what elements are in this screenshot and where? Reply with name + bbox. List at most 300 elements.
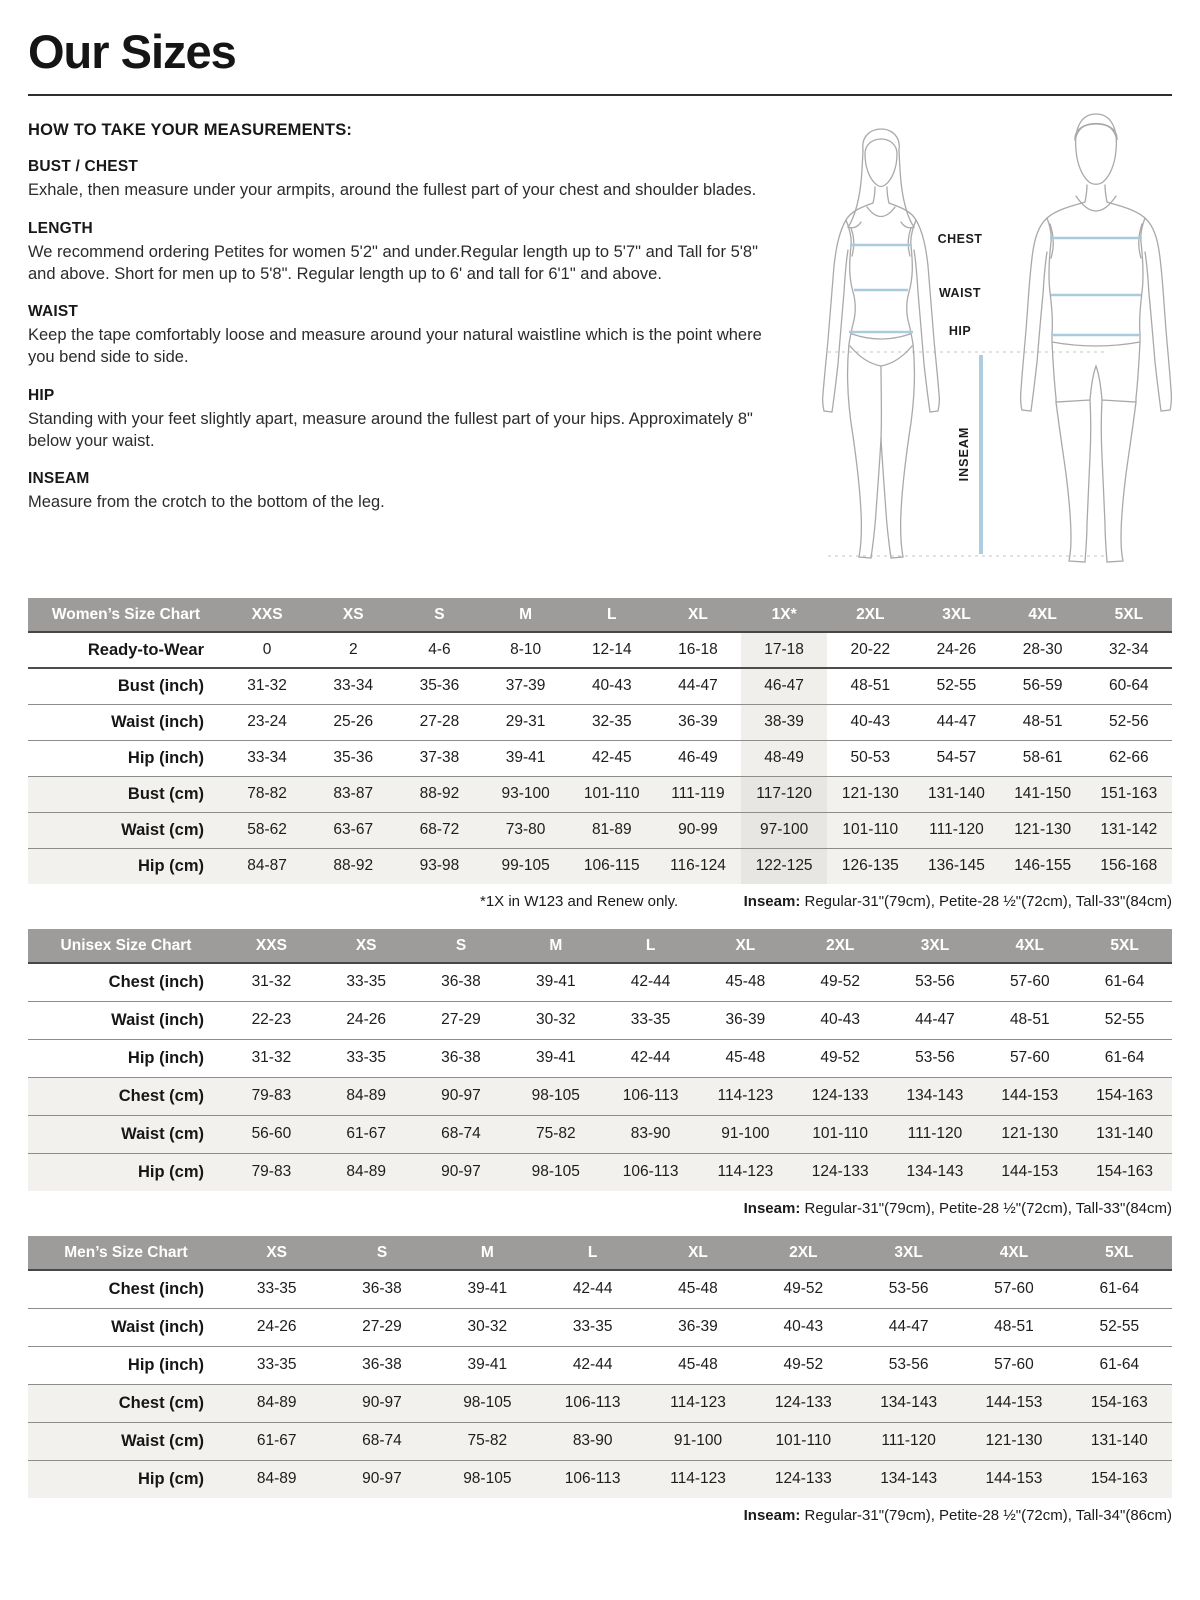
table-row-hip-cm- xyxy=(28,848,1172,884)
size-column-header: XL xyxy=(645,1236,750,1270)
size-value: 37-39 xyxy=(483,668,569,704)
size-value: 90-97 xyxy=(329,1460,434,1498)
footnotes xyxy=(28,1200,1172,1217)
size-value: 61-67 xyxy=(319,1115,414,1153)
size-value: 25-26 xyxy=(310,704,396,740)
size-column-header: 2XL xyxy=(793,929,888,963)
size-value: 39-41 xyxy=(435,1346,540,1384)
size-value: 58-62 xyxy=(224,812,310,848)
womens-table-block xyxy=(28,598,1172,910)
size-value: 68-74 xyxy=(414,1115,509,1153)
size-value: 124-133 xyxy=(793,1077,888,1115)
size-value: 42-44 xyxy=(540,1346,645,1384)
measurement-instructions xyxy=(28,96,783,514)
size-value: 33-35 xyxy=(319,963,414,1001)
size-value: 79-83 xyxy=(224,1077,319,1115)
size-value: 73-80 xyxy=(483,812,569,848)
size-value: 134-143 xyxy=(856,1384,961,1422)
chest-label: CHEST xyxy=(937,232,983,246)
mens-table-block xyxy=(28,1236,1172,1524)
measurement-section xyxy=(28,96,1172,598)
size-value: 61-64 xyxy=(1077,963,1172,1001)
size-value: 40-43 xyxy=(793,1001,888,1039)
size-value: 22-23 xyxy=(224,1001,319,1039)
size-value: 49-52 xyxy=(751,1346,856,1384)
size-value: 54-57 xyxy=(913,740,999,776)
size-value: 30-32 xyxy=(435,1308,540,1346)
size-value: 35-36 xyxy=(310,740,396,776)
size-value: 136-145 xyxy=(913,848,999,884)
size-column-header: L xyxy=(603,929,698,963)
hip-label: HIP xyxy=(948,324,972,338)
size-value: 57-60 xyxy=(982,1039,1077,1077)
womens-size-chart xyxy=(28,598,1172,884)
size-value: 93-98 xyxy=(396,848,482,884)
size-value: 45-48 xyxy=(645,1270,750,1308)
row-label: Chest (cm) xyxy=(28,1384,224,1422)
womens-chart-title: Women’s Size Chart xyxy=(28,598,224,632)
size-value: 48-51 xyxy=(827,668,913,704)
size-value: 106-115 xyxy=(569,848,655,884)
inseam-footnote xyxy=(744,1507,1172,1524)
size-value: 93-100 xyxy=(483,776,569,812)
size-column-header: S xyxy=(329,1236,434,1270)
inseam-footnote-label: Inseam: xyxy=(743,1200,801,1217)
size-value: 53-56 xyxy=(856,1270,961,1308)
size-column-header: 3XL xyxy=(856,1236,961,1270)
inseam-footnote-text: Regular-31"(79cm), Petite-28 ½"(72cm), Tall-34"(86cm) xyxy=(800,1507,1172,1524)
asterisk-footnote: *1X in W123 and Renew only. xyxy=(480,893,679,910)
size-value: 8-10 xyxy=(483,632,569,668)
size-value: 90-97 xyxy=(414,1153,509,1191)
size-value: 61-64 xyxy=(1077,1039,1172,1077)
size-value: 60-64 xyxy=(1086,668,1172,704)
table-row-hip-inch- xyxy=(28,740,1172,776)
size-value: 114-123 xyxy=(645,1460,750,1498)
size-value: 106-113 xyxy=(603,1153,698,1191)
size-value: 97-100 xyxy=(741,812,827,848)
header-row xyxy=(28,929,1172,963)
size-value: 154-163 xyxy=(1077,1077,1172,1115)
size-value: 75-82 xyxy=(508,1115,603,1153)
waist-label: WAIST xyxy=(938,286,982,300)
size-value: 52-55 xyxy=(1077,1001,1172,1039)
size-value: 33-35 xyxy=(319,1039,414,1077)
size-value: 61-64 xyxy=(1067,1346,1172,1384)
size-value: 52-55 xyxy=(913,668,999,704)
row-label: Ready-to-Wear xyxy=(28,632,224,668)
size-column-header: 4XL xyxy=(982,929,1077,963)
size-value: 146-155 xyxy=(1000,848,1086,884)
size-value: 111-120 xyxy=(913,812,999,848)
size-value: 36-38 xyxy=(329,1270,434,1308)
row-label: Waist (cm) xyxy=(28,812,224,848)
page-title: Our Sizes xyxy=(28,25,236,78)
size-value: 33-34 xyxy=(224,740,310,776)
size-value: 46-49 xyxy=(655,740,741,776)
mens-chart-title: Men’s Size Chart xyxy=(28,1236,224,1270)
size-value: 44-47 xyxy=(856,1308,961,1346)
size-value: 57-60 xyxy=(961,1270,1066,1308)
size-value: 61-67 xyxy=(224,1422,329,1460)
table-row-chest-cm- xyxy=(28,1384,1172,1422)
row-label: Waist (cm) xyxy=(28,1115,224,1153)
table-row-hip-inch- xyxy=(28,1346,1172,1384)
table-row-waist-cm- xyxy=(28,812,1172,848)
size-value: 45-48 xyxy=(645,1346,750,1384)
size-value: 88-92 xyxy=(310,848,396,884)
inseam-footnote-label: Inseam: xyxy=(743,1507,801,1524)
size-value: 131-140 xyxy=(913,776,999,812)
size-value: 78-82 xyxy=(224,776,310,812)
size-value: 48-51 xyxy=(961,1308,1066,1346)
size-value: 98-105 xyxy=(435,1384,540,1422)
size-value: 58-61 xyxy=(1000,740,1086,776)
size-value: 49-52 xyxy=(793,963,888,1001)
table-row-bust-cm- xyxy=(28,776,1172,812)
table-row-hip-inch- xyxy=(28,1039,1172,1077)
size-value: 36-38 xyxy=(414,1039,509,1077)
row-label: Bust (cm) xyxy=(28,776,224,812)
size-value: 42-45 xyxy=(569,740,655,776)
size-column-header: 4XL xyxy=(961,1236,1066,1270)
row-label: Waist (inch) xyxy=(28,1308,224,1346)
size-value: 111-119 xyxy=(655,776,741,812)
size-column-header: 4XL xyxy=(1000,598,1086,632)
row-label: Chest (inch) xyxy=(28,963,224,1001)
footnotes xyxy=(28,893,1172,910)
size-value: 63-67 xyxy=(310,812,396,848)
size-value: 12-14 xyxy=(569,632,655,668)
row-label: Hip (inch) xyxy=(28,1039,224,1077)
size-value: 117-120 xyxy=(741,776,827,812)
size-value: 36-39 xyxy=(655,704,741,740)
size-value: 121-130 xyxy=(1000,812,1086,848)
table-row-hip-cm- xyxy=(28,1460,1172,1498)
size-column-header: 1X* xyxy=(741,598,827,632)
size-value: 56-60 xyxy=(224,1115,319,1153)
instructions-heading: HOW TO TAKE YOUR MEASUREMENTS: xyxy=(28,121,353,139)
size-column-header: XS xyxy=(310,598,396,632)
size-value: 0 xyxy=(224,632,310,668)
size-value: 36-39 xyxy=(645,1308,750,1346)
size-value: 83-87 xyxy=(310,776,396,812)
size-value: 114-123 xyxy=(698,1153,793,1191)
size-value: 33-35 xyxy=(603,1001,698,1039)
size-value: 84-89 xyxy=(224,1460,329,1498)
table-row-chest-inch- xyxy=(28,963,1172,1001)
table-row-chest-inch- xyxy=(28,1270,1172,1308)
table-row-waist-inch- xyxy=(28,704,1172,740)
body-diagram-svg xyxy=(788,104,1180,574)
size-value: 28-30 xyxy=(1000,632,1086,668)
section-body-2: Keep the tape comfortably loose and measure around your natural waistline which is the point where you bend side to side. xyxy=(28,326,762,367)
row-label: Waist (inch) xyxy=(28,1001,224,1039)
size-value: 39-41 xyxy=(435,1270,540,1308)
size-value: 48-51 xyxy=(1000,704,1086,740)
size-value: 79-83 xyxy=(224,1153,319,1191)
size-value: 31-32 xyxy=(224,1039,319,1077)
size-value: 30-32 xyxy=(508,1001,603,1039)
size-value: 44-47 xyxy=(888,1001,983,1039)
measurement-lines xyxy=(849,238,1142,335)
size-value: 27-28 xyxy=(396,704,482,740)
size-value: 154-163 xyxy=(1067,1384,1172,1422)
section-body-4: Measure from the crotch to the bottom of the leg. xyxy=(28,493,385,512)
size-value: 24-26 xyxy=(319,1001,414,1039)
size-value: 50-53 xyxy=(827,740,913,776)
size-value: 32-35 xyxy=(569,704,655,740)
inseam-footnote-text: Regular-31"(79cm), Petite-28 ½"(72cm), Tall-33"(84cm) xyxy=(800,893,1172,910)
table-row-waist-cm- xyxy=(28,1422,1172,1460)
table-row-waist-inch- xyxy=(28,1308,1172,1346)
size-value: 99-105 xyxy=(483,848,569,884)
size-value: 45-48 xyxy=(698,963,793,1001)
size-value: 56-59 xyxy=(1000,668,1086,704)
size-value: 16-18 xyxy=(655,632,741,668)
female-silhouette xyxy=(823,129,940,558)
size-value: 141-150 xyxy=(1000,776,1086,812)
inseam-footnote-text: Regular-31"(79cm), Petite-28 ½"(72cm), Tall-33"(84cm) xyxy=(800,1200,1172,1217)
size-value: 101-110 xyxy=(569,776,655,812)
size-column-header: M xyxy=(435,1236,540,1270)
size-column-header: S xyxy=(414,929,509,963)
size-value: 111-120 xyxy=(856,1422,961,1460)
row-label: Hip (cm) xyxy=(28,1460,224,1498)
size-value: 98-105 xyxy=(508,1077,603,1115)
instruction-sections xyxy=(28,158,783,514)
size-value: 4-6 xyxy=(396,632,482,668)
size-value: 42-44 xyxy=(540,1270,645,1308)
size-value: 42-44 xyxy=(603,963,698,1001)
size-value: 84-89 xyxy=(224,1384,329,1422)
size-value: 156-168 xyxy=(1086,848,1172,884)
size-value: 75-82 xyxy=(435,1422,540,1460)
size-value: 36-39 xyxy=(698,1001,793,1039)
size-value: 84-87 xyxy=(224,848,310,884)
inseam-footnote-label: Inseam: xyxy=(743,893,801,910)
size-column-header: S xyxy=(396,598,482,632)
size-value: 134-143 xyxy=(888,1077,983,1115)
size-value: 53-56 xyxy=(888,963,983,1001)
size-value: 61-64 xyxy=(1067,1270,1172,1308)
size-value: 62-66 xyxy=(1086,740,1172,776)
size-column-header: 5XL xyxy=(1067,1236,1172,1270)
size-value: 33-35 xyxy=(224,1270,329,1308)
size-column-header: 2XL xyxy=(827,598,913,632)
size-value: 114-123 xyxy=(645,1384,750,1422)
size-value: 27-29 xyxy=(414,1001,509,1039)
body-measurement-diagram xyxy=(788,104,1180,574)
size-value: 40-43 xyxy=(751,1308,856,1346)
row-label: Chest (inch) xyxy=(28,1270,224,1308)
size-value: 131-140 xyxy=(1067,1422,1172,1460)
size-value: 90-99 xyxy=(655,812,741,848)
section-body-3: Standing with your feet slightly apart, measure around the fullest part of your hips. Approximately 8" below your waist. xyxy=(28,409,753,450)
size-value: 90-97 xyxy=(414,1077,509,1115)
unisex-table-block xyxy=(28,929,1172,1217)
size-value: 40-43 xyxy=(827,704,913,740)
size-column-header: XL xyxy=(698,929,793,963)
size-value: 37-38 xyxy=(396,740,482,776)
table-row-waist-cm- xyxy=(28,1115,1172,1153)
unisex-chart-title: Unisex Size Chart xyxy=(28,929,224,963)
size-value: 2 xyxy=(310,632,396,668)
size-value: 84-89 xyxy=(319,1153,414,1191)
size-value: 134-143 xyxy=(888,1153,983,1191)
section-title-4: INSEAM xyxy=(28,470,90,488)
size-value: 17-18 xyxy=(741,632,827,668)
size-value: 124-133 xyxy=(751,1384,856,1422)
size-value: 90-97 xyxy=(329,1384,434,1422)
size-value: 131-142 xyxy=(1086,812,1172,848)
size-value: 68-74 xyxy=(329,1422,434,1460)
table-row-ready-to-wear xyxy=(28,632,1172,668)
table-row-bust-inch- xyxy=(28,668,1172,704)
size-column-header: 3XL xyxy=(913,598,999,632)
size-column-header: 5XL xyxy=(1077,929,1172,963)
size-value: 49-52 xyxy=(793,1039,888,1077)
row-label: Chest (cm) xyxy=(28,1077,224,1115)
inseam-label: INSEAM xyxy=(957,426,971,482)
row-label: Hip (inch) xyxy=(28,1346,224,1384)
size-value: 33-34 xyxy=(310,668,396,704)
size-column-header: XS xyxy=(319,929,414,963)
size-value: 122-125 xyxy=(741,848,827,884)
size-value: 106-113 xyxy=(603,1077,698,1115)
size-value: 49-52 xyxy=(751,1270,856,1308)
size-value: 98-105 xyxy=(435,1460,540,1498)
male-silhouette xyxy=(1021,114,1172,562)
size-value: 154-163 xyxy=(1067,1460,1172,1498)
section-title-3: HIP xyxy=(28,386,55,404)
size-value: 111-120 xyxy=(888,1115,983,1153)
size-charts xyxy=(28,598,1172,1524)
size-value: 36-38 xyxy=(414,963,509,1001)
size-value: 39-41 xyxy=(508,963,603,1001)
size-value: 52-55 xyxy=(1067,1308,1172,1346)
size-value: 126-135 xyxy=(827,848,913,884)
size-value: 144-153 xyxy=(961,1384,1066,1422)
section-body-1: We recommend ordering Petites for women 5'2" and under.Regular length up to 5'7" and Tall for 5'8" and above. Short for men up to 5'8". Regular length up to 6' and tall for 6'1" and above. xyxy=(28,242,758,283)
size-value: 24-26 xyxy=(913,632,999,668)
size-value: 38-39 xyxy=(741,704,827,740)
size-value: 144-153 xyxy=(982,1077,1077,1115)
unisex-size-chart xyxy=(28,929,1172,1191)
size-value: 101-110 xyxy=(793,1115,888,1153)
size-value: 31-32 xyxy=(224,963,319,1001)
size-column-header: 5XL xyxy=(1086,598,1172,632)
table-row-hip-cm- xyxy=(28,1153,1172,1191)
size-value: 81-89 xyxy=(569,812,655,848)
size-value: 101-110 xyxy=(751,1422,856,1460)
size-value: 98-105 xyxy=(508,1153,603,1191)
size-value: 116-124 xyxy=(655,848,741,884)
size-value: 35-36 xyxy=(396,668,482,704)
size-value: 154-163 xyxy=(1077,1153,1172,1191)
size-column-header: L xyxy=(540,1236,645,1270)
row-label: Waist (inch) xyxy=(28,704,224,740)
size-value: 121-130 xyxy=(961,1422,1066,1460)
section-title-1: LENGTH xyxy=(28,219,93,237)
inseam-footnote xyxy=(744,1200,1172,1217)
row-label: Waist (cm) xyxy=(28,1422,224,1460)
size-value: 36-38 xyxy=(329,1346,434,1384)
size-column-header: L xyxy=(569,598,655,632)
row-label: Hip (inch) xyxy=(28,740,224,776)
size-value: 114-123 xyxy=(698,1077,793,1115)
size-column-header: 3XL xyxy=(888,929,983,963)
size-value: 52-56 xyxy=(1086,704,1172,740)
size-value: 32-34 xyxy=(1086,632,1172,668)
size-value: 48-51 xyxy=(982,1001,1077,1039)
inseam-footnote xyxy=(744,893,1172,910)
section-title-2: WAIST xyxy=(28,303,79,321)
size-value: 33-35 xyxy=(540,1308,645,1346)
size-value: 45-48 xyxy=(698,1039,793,1077)
size-column-header: XXS xyxy=(224,929,319,963)
size-value: 40-43 xyxy=(569,668,655,704)
size-value: 131-140 xyxy=(1077,1115,1172,1153)
size-value: 106-113 xyxy=(540,1460,645,1498)
footnotes xyxy=(28,1507,1172,1524)
size-value: 31-32 xyxy=(224,668,310,704)
size-value: 44-47 xyxy=(655,668,741,704)
size-value: 83-90 xyxy=(540,1422,645,1460)
size-value: 20-22 xyxy=(827,632,913,668)
size-value: 68-72 xyxy=(396,812,482,848)
table-row-chest-cm- xyxy=(28,1077,1172,1115)
size-value: 91-100 xyxy=(698,1115,793,1153)
header-row xyxy=(28,1236,1172,1270)
size-value: 24-26 xyxy=(224,1308,329,1346)
size-value: 144-153 xyxy=(982,1153,1077,1191)
size-value: 53-56 xyxy=(888,1039,983,1077)
size-value: 101-110 xyxy=(827,812,913,848)
size-column-header: XXS xyxy=(224,598,310,632)
mens-size-chart xyxy=(28,1236,1172,1498)
size-column-header: 2XL xyxy=(751,1236,856,1270)
size-value: 84-89 xyxy=(319,1077,414,1115)
header-row xyxy=(28,598,1172,632)
size-value: 124-133 xyxy=(793,1153,888,1191)
table-row-waist-inch- xyxy=(28,1001,1172,1039)
section-title-0: BUST / CHEST xyxy=(28,158,139,175)
size-value: 57-60 xyxy=(961,1346,1066,1384)
size-value: 106-113 xyxy=(540,1384,645,1422)
size-value: 23-24 xyxy=(224,704,310,740)
size-value: 42-44 xyxy=(603,1039,698,1077)
row-label: Bust (inch) xyxy=(28,668,224,704)
size-column-header: M xyxy=(483,598,569,632)
size-column-header: XS xyxy=(224,1236,329,1270)
size-value: 27-29 xyxy=(329,1308,434,1346)
size-value: 121-130 xyxy=(982,1115,1077,1153)
size-value: 83-90 xyxy=(603,1115,698,1153)
size-value: 88-92 xyxy=(396,776,482,812)
section-body-0: Exhale, then measure under your armpits, around the fullest part of your chest and shoulder blades. xyxy=(28,181,757,199)
size-value: 91-100 xyxy=(645,1422,750,1460)
size-value: 134-143 xyxy=(856,1460,961,1498)
row-label: Hip (cm) xyxy=(28,1153,224,1191)
size-column-header: M xyxy=(508,929,603,963)
row-label: Hip (cm) xyxy=(28,848,224,884)
size-value: 124-133 xyxy=(751,1460,856,1498)
size-column-header: XL xyxy=(655,598,741,632)
size-value: 39-41 xyxy=(483,740,569,776)
size-value: 144-153 xyxy=(961,1460,1066,1498)
size-value: 29-31 xyxy=(483,704,569,740)
